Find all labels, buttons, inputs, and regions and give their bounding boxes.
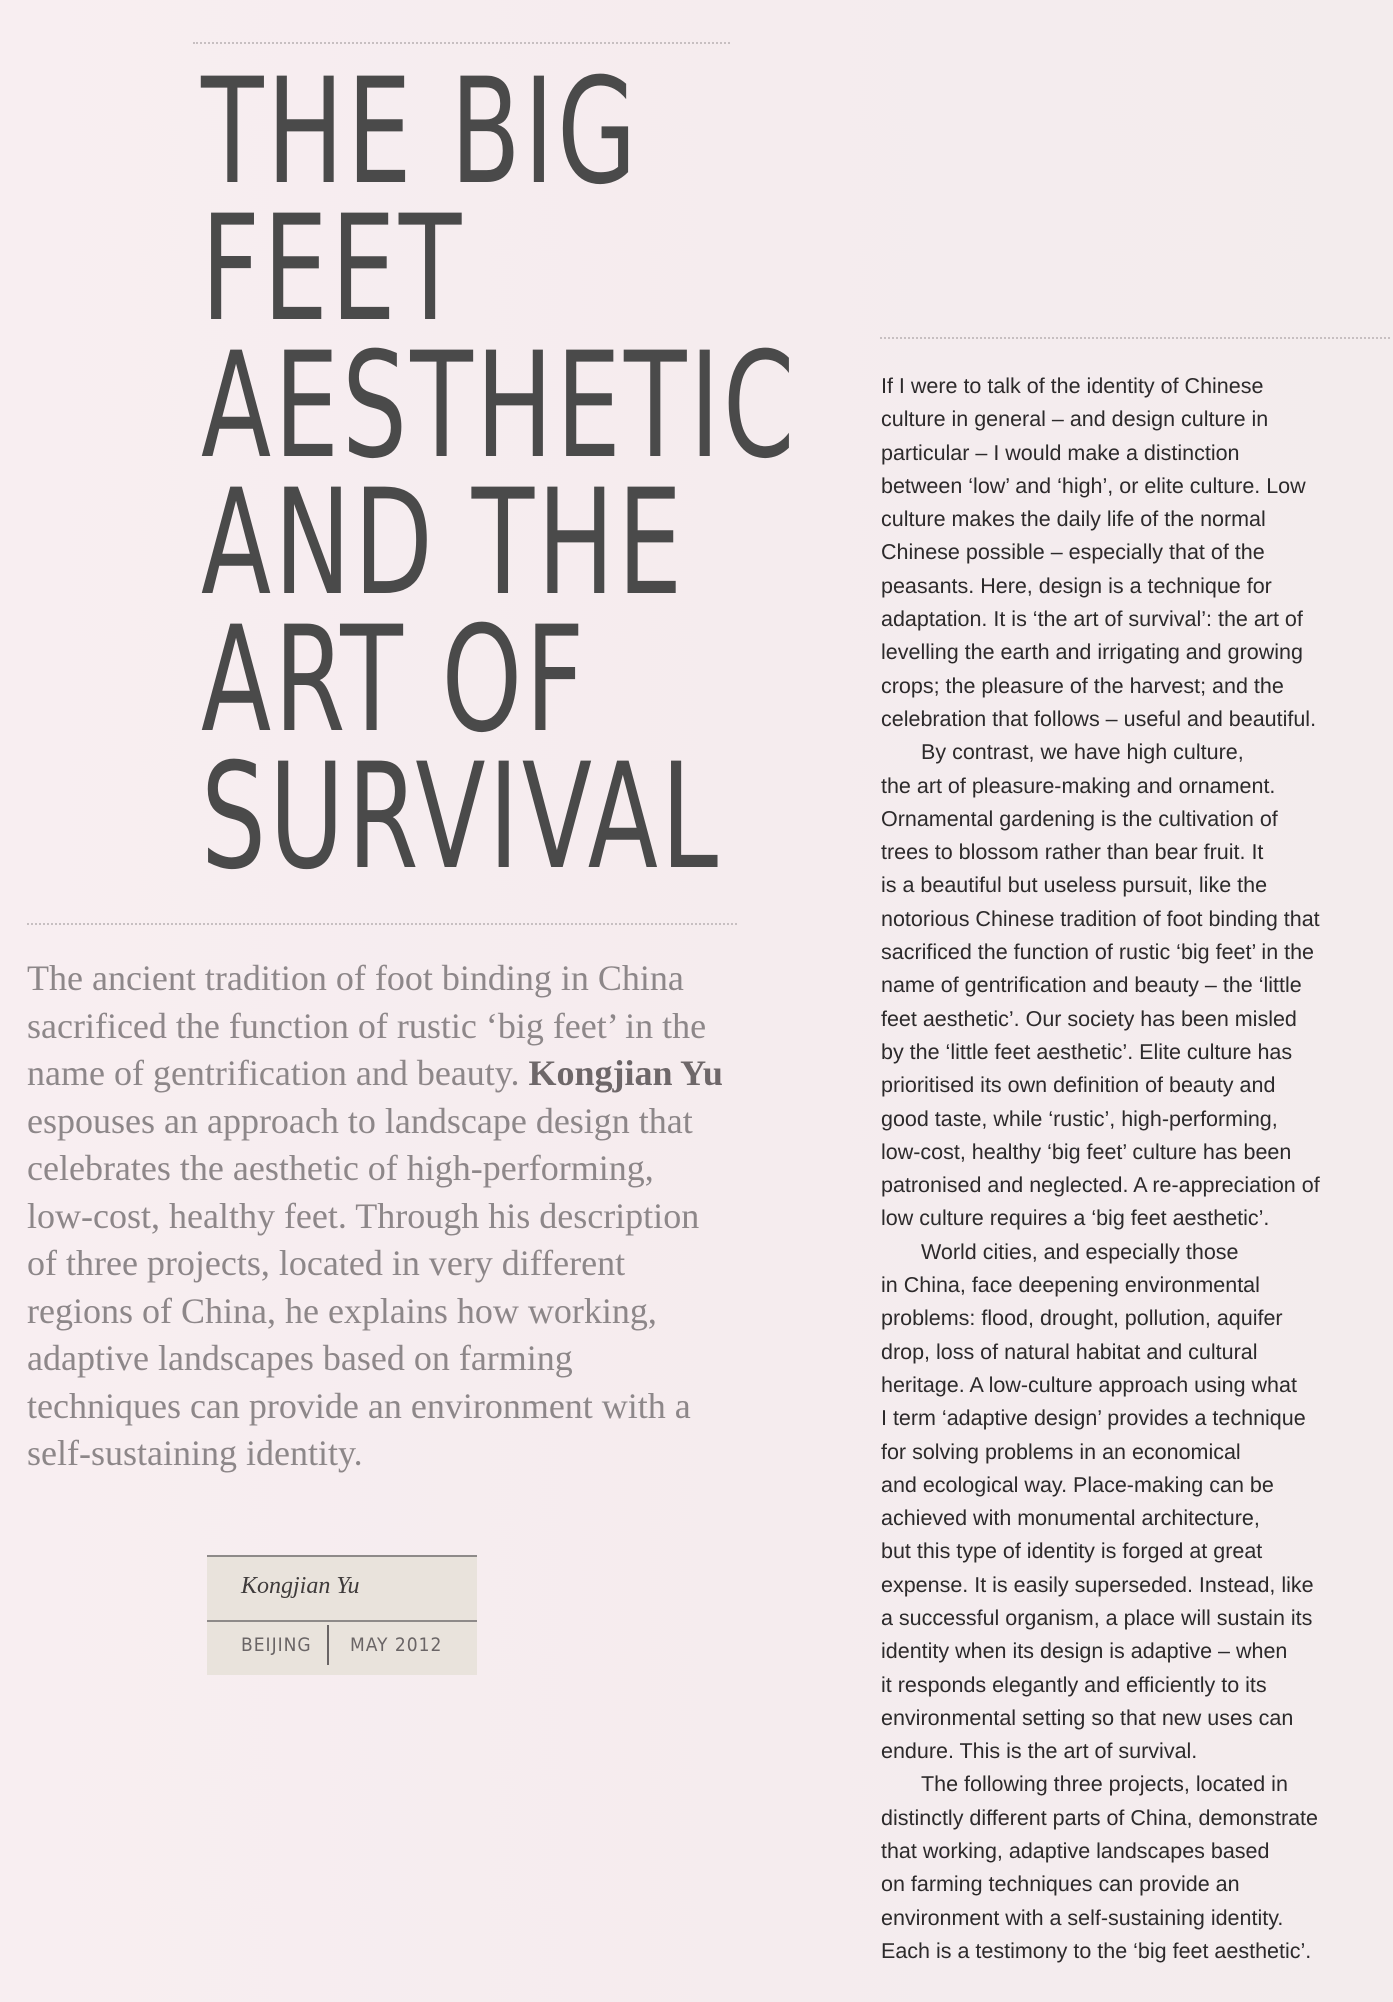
body-line: peasants. Here, design is a technique for xyxy=(881,573,1272,598)
column-rule xyxy=(880,337,1390,339)
body-line: environment with a self-sustaining identity. xyxy=(881,1905,1284,1930)
body-line: between ‘low’ and ‘high’, or elite culture. Low xyxy=(881,473,1306,498)
body-line: I term ‘adaptive design’ provides a technique xyxy=(881,1406,1306,1431)
body-line: good taste, while ‘rustic’, high-performing, xyxy=(881,1106,1278,1131)
byline-top-rule xyxy=(207,1555,477,1557)
body-line: environmental setting so that new uses can xyxy=(881,1705,1294,1730)
body-line: identity when its design is adaptive – when xyxy=(881,1639,1288,1664)
body-line: a successful organism, a place will sustain its xyxy=(881,1605,1313,1630)
body-line: crops; the pleasure of the harvest; and the xyxy=(881,673,1284,698)
body-line: is a beautiful but useless pursuit, like the xyxy=(881,873,1268,898)
body-line: celebration that follows – useful and beautiful. xyxy=(881,706,1317,731)
title-line: FEET xyxy=(201,184,465,354)
body-line: patronised and neglected. A re-appreciation of xyxy=(881,1173,1320,1198)
body-line: heritage. A low-culture approach using what xyxy=(881,1372,1297,1397)
body-line: culture makes the daily life of the normal xyxy=(881,507,1266,532)
body-line: trees to blossom rather than bear fruit. It xyxy=(881,840,1264,865)
body-line: endure. This is the art of survival. xyxy=(881,1739,1198,1764)
body-line: drop, loss of natural habitat and cultural xyxy=(881,1339,1258,1364)
body-line: in China, face deepening environmental xyxy=(881,1273,1260,1298)
body-line: prioritised its own definition of beauty and xyxy=(881,1073,1276,1098)
body-line: name of gentrification and beauty – the ‘little xyxy=(881,973,1302,998)
body-line: it responds elegantly and efficiently to its xyxy=(881,1672,1267,1697)
body-line: for solving problems in an economical xyxy=(881,1439,1241,1464)
body-line: By contrast, we have high culture, xyxy=(921,740,1244,765)
body-line: Each is a testimony to the ‘big feet aesthetic’. xyxy=(881,1938,1312,1963)
body-line: low culture requires a ‘big feet aesthetic’. xyxy=(881,1206,1270,1231)
body-column xyxy=(881,370,1377,1968)
body-line: feet aesthetic’. Our society has been misled xyxy=(881,1006,1297,1031)
body-line: notorious Chinese tradition of foot binding that xyxy=(881,906,1320,931)
byline-box xyxy=(207,1555,477,1675)
standfirst xyxy=(27,955,727,1478)
body-line: culture in general – and design culture in xyxy=(881,407,1269,432)
body-line: by the ‘little feet aesthetic’. Elite culture has xyxy=(881,1039,1293,1064)
body-line: Chinese possible – especially that of the xyxy=(881,540,1265,565)
byline-date: MAY 2012 xyxy=(350,1634,443,1656)
body-line: Ornamental gardening is the cultivation of xyxy=(881,806,1278,831)
article-title xyxy=(201,47,798,902)
standfirst-text: espouses an approach to landscape design that celebrates the aesthetic of high-performing, low-cost, healthy feet. Through his description of three projects, located in very different regions of China, he explains how working, adaptive landscapes based on farming techniques can provide an environment with a self-sustaining identity. xyxy=(27,1100,700,1473)
body-line: low-cost, healthy ‘big feet’ culture has been xyxy=(881,1139,1292,1164)
title-line: ART OF xyxy=(201,595,588,765)
body-line: adaptation. It is ‘the art of survival’: the art of xyxy=(881,607,1303,632)
title-line: AESTHETIC xyxy=(201,321,798,491)
byline-separator xyxy=(327,1625,329,1665)
body-line: problems: flood, drought, pollution, aquifer xyxy=(881,1306,1283,1331)
body-line: levelling the earth and irrigating and growing xyxy=(881,640,1303,665)
body-line: If I were to talk of the identity of Chinese xyxy=(881,374,1264,398)
title-line: THE BIG xyxy=(201,47,640,217)
standfirst-author: Kongjian Yu xyxy=(528,1053,723,1093)
byline-place: BEIJING xyxy=(241,1634,312,1656)
body-line: particular – I would make a distinction xyxy=(881,440,1240,465)
body-line: expense. It is easily superseded. Instead, like xyxy=(881,1572,1314,1597)
title-line: AND THE xyxy=(201,458,686,628)
body-line: World cities, and especially those xyxy=(921,1239,1239,1264)
body-line: distinctly different parts of China, demonstrate xyxy=(881,1805,1318,1830)
body-line: the art of pleasure-making and ornament. xyxy=(881,773,1276,798)
body-line: that working, adaptive landscapes based xyxy=(881,1839,1270,1864)
byline-mid-rule xyxy=(207,1620,477,1622)
body-line: but this type of identity is forged at great xyxy=(881,1539,1263,1564)
title-divider xyxy=(27,923,737,925)
body-line: on farming techniques can provide an xyxy=(881,1872,1240,1897)
standfirst-text: The ancient tradition of foot binding in China sacrificed the function of rustic ‘big feet’ in the name of gentrification and beauty. xyxy=(27,958,707,1093)
title-line: SURVIVAL xyxy=(201,732,722,902)
body-line: achieved with monumental architecture, xyxy=(881,1506,1260,1531)
body-line: and ecological way. Place-making can be xyxy=(881,1472,1274,1497)
body-line: The following three projects, located in xyxy=(921,1772,1288,1797)
body-line: sacrificed the function of rustic ‘big feet’ in the xyxy=(881,940,1315,965)
byline-author: Kongjian Yu xyxy=(241,1573,360,1599)
top-rule xyxy=(193,42,730,44)
